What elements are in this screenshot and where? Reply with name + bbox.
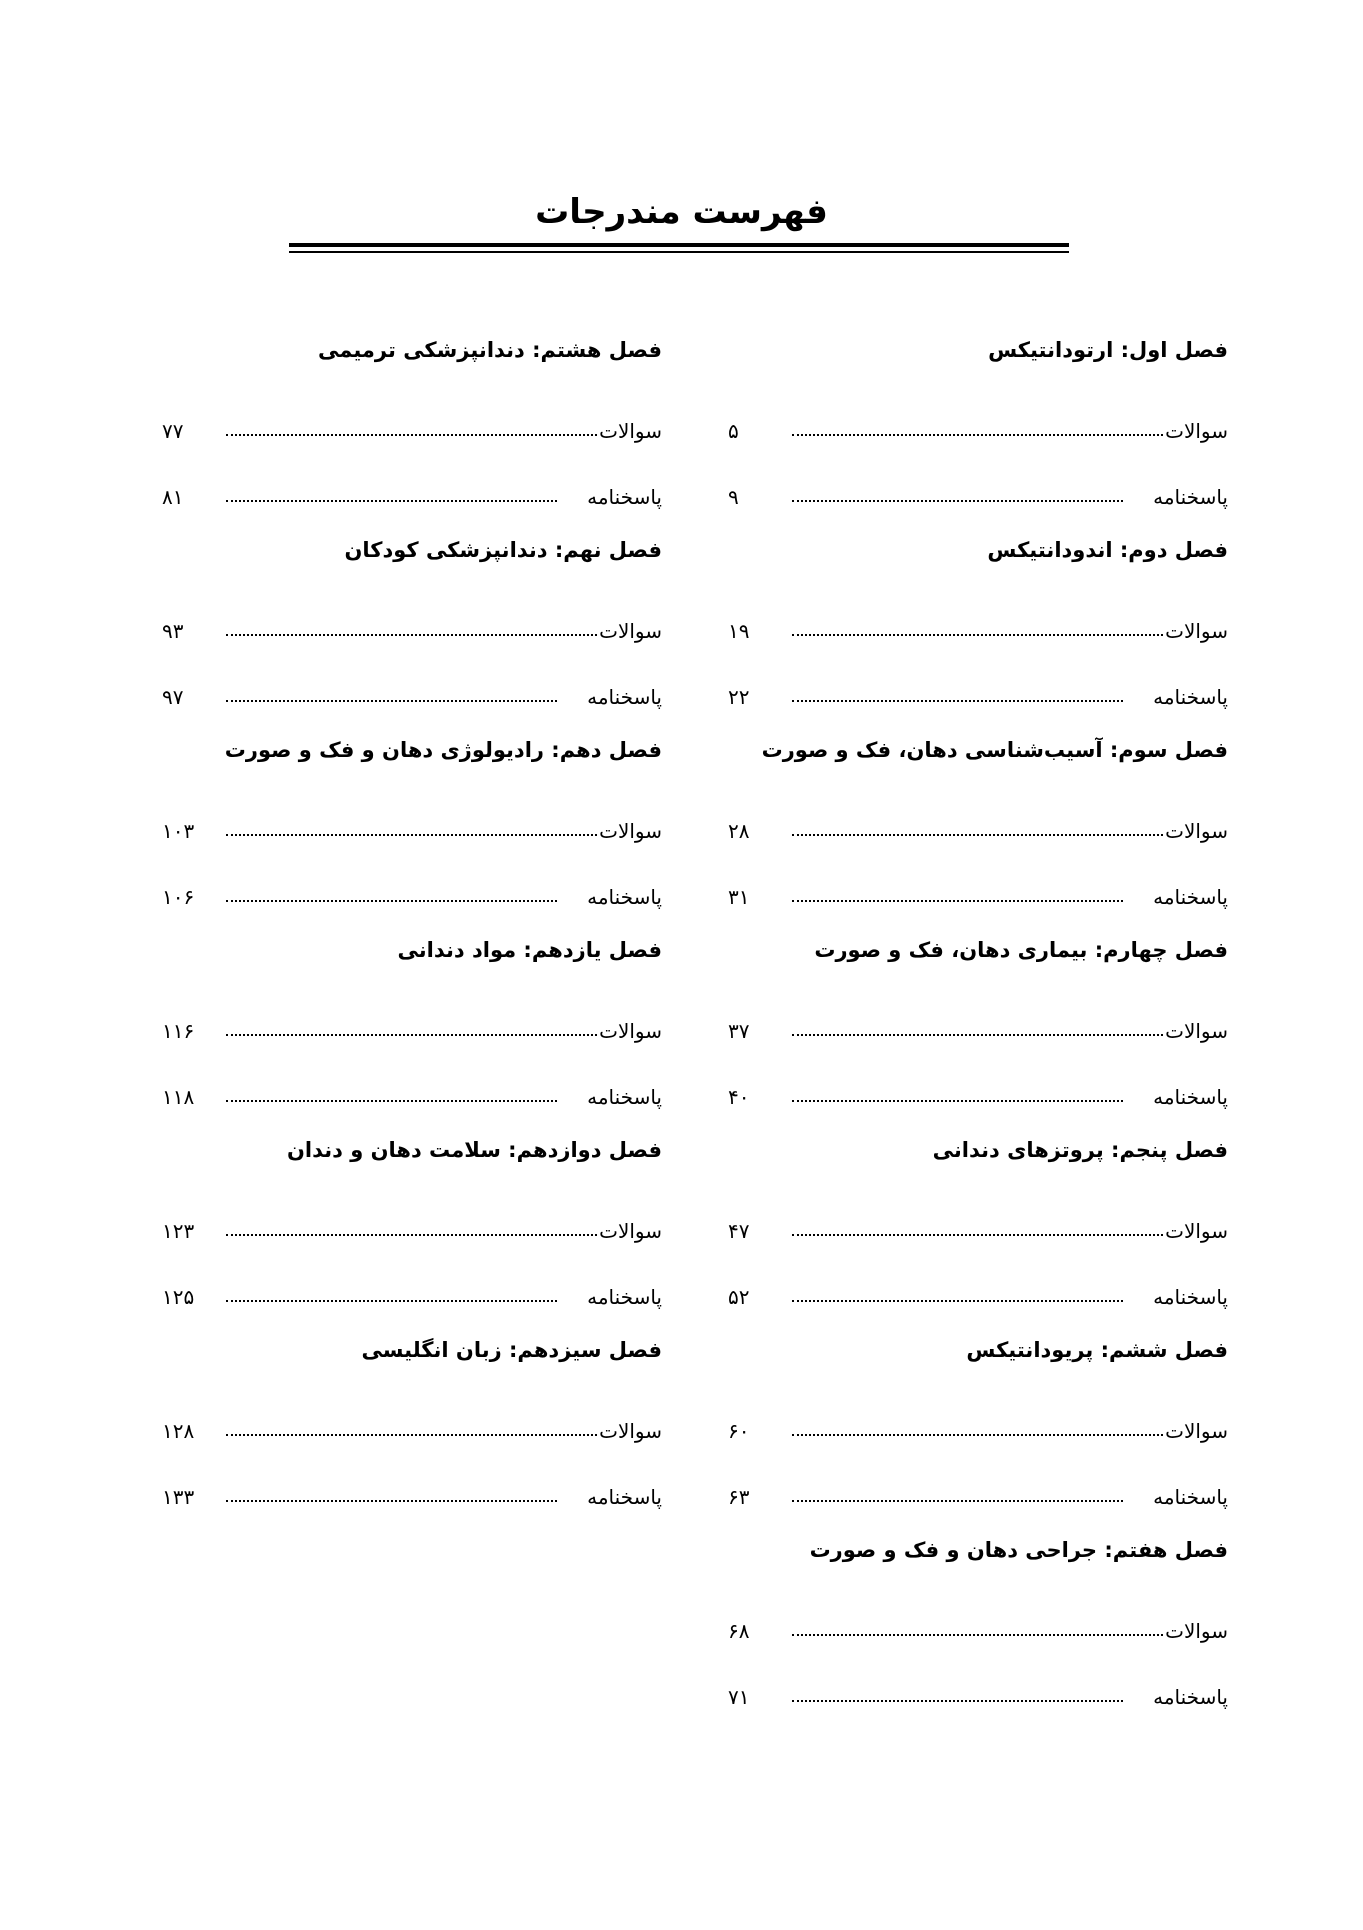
dot-leader [226,1434,597,1436]
dot-leader [226,1500,557,1502]
dot-leader [226,834,597,836]
chapter-title: فصل نهم: دندانپزشکی کودکان [344,538,662,562]
entry-label: سوالات [1165,1219,1228,1243]
dot-leader [792,1634,1163,1636]
toc-chapter [162,930,662,1130]
chapter-title: فصل دوم: اندودانتیکس [987,538,1228,562]
page-number: ۳۱ [728,885,750,909]
page-number: ۷۷ [162,419,184,443]
toc-chapter [728,330,1228,530]
toc-entry-answers[interactable] [728,464,1228,530]
toc-entry-questions[interactable] [728,1198,1228,1264]
entry-label: پاسخنامه [1153,1085,1228,1109]
dot-leader [226,1100,557,1102]
toc-entry-questions[interactable] [728,598,1228,664]
entry-label: سوالات [1165,819,1228,843]
chapter-title: فصل ششم: پریودانتیکس [966,1338,1228,1362]
dot-leader [226,1234,597,1236]
chapter-title: فصل دهم: رادیولوژی دهان و فک و صورت [224,738,662,762]
entry-label: سوالات [1165,419,1228,443]
toc-entry-questions[interactable] [728,998,1228,1064]
page-number: ۶۰ [728,1419,750,1443]
chapter-title: فصل دوازدهم: سلامت دهان و دندان [286,1138,662,1162]
entry-label: سوالات [599,1219,662,1243]
page-number: ۱۹ [728,619,750,643]
toc-entry-answers[interactable] [162,664,662,730]
chapter-title: فصل یازدهم: مواد دندانی [397,938,662,962]
entry-label: پاسخنامه [587,1485,662,1509]
toc-entry-questions[interactable] [162,998,662,1064]
dot-leader [792,1700,1123,1702]
dot-leader [792,1234,1163,1236]
entry-label: سوالات [1165,1419,1228,1443]
toc-entry-questions[interactable] [728,1398,1228,1464]
entry-label: سوالات [1165,619,1228,643]
entry-label: پاسخنامه [587,1085,662,1109]
chapter-title: فصل سیزدهم: زبان انگلیسی [361,1338,662,1362]
page-number: ۴۷ [728,1219,750,1243]
entry-label: پاسخنامه [587,685,662,709]
toc-entry-questions[interactable] [728,798,1228,864]
dot-leader [226,500,557,502]
entry-label: پاسخنامه [1153,885,1228,909]
dot-leader [226,1300,557,1302]
dot-leader [792,900,1123,902]
dot-leader [792,500,1123,502]
page-number: ۹۳ [162,619,184,643]
entry-label: سوالات [599,819,662,843]
entry-label: پاسخنامه [1153,685,1228,709]
toc-entry-answers[interactable] [162,864,662,930]
dot-leader [226,700,557,702]
entry-label: سوالات [1165,1019,1228,1043]
page-number: ۱۰۶ [162,885,195,909]
entry-label: سوالات [599,419,662,443]
entry-label: پاسخنامه [1153,1685,1228,1709]
page-number: ۳۷ [728,1019,750,1043]
dot-leader [792,1100,1123,1102]
entry-label: پاسخنامه [587,485,662,509]
toc-entry-answers[interactable] [728,1264,1228,1330]
dot-leader [792,434,1163,436]
toc-chapter [728,930,1228,1130]
toc-chapter [162,1330,662,1530]
entry-label: سوالات [1165,1619,1228,1643]
toc-entry-questions[interactable] [162,798,662,864]
page-number: ۹ [728,485,739,509]
dot-leader [792,634,1163,636]
toc-entry-answers[interactable] [162,1264,662,1330]
page-number: ۱۲۳ [162,1219,195,1243]
toc-column-right [728,330,1228,1730]
page-number: ۵ [728,419,739,443]
chapter-title: فصل چهارم: بیماری دهان، فک و صورت [814,938,1228,962]
entry-label: پاسخنامه [587,1285,662,1309]
toc-entry-questions[interactable] [162,1198,662,1264]
entry-label: سوالات [599,1419,662,1443]
dot-leader [792,1434,1163,1436]
page-number: ۲۲ [728,685,750,709]
dot-leader [792,834,1163,836]
toc-chapter [728,730,1228,930]
toc-entry-answers[interactable] [728,1664,1228,1730]
page-number: ۲۸ [728,819,750,843]
page-number: ۷۱ [728,1685,750,1709]
dot-leader [792,1500,1123,1502]
page-number: ۱۳۳ [162,1485,195,1509]
toc-entry-answers[interactable] [728,1064,1228,1130]
toc-chapter [162,730,662,930]
dot-leader [226,634,597,636]
dot-leader [792,1034,1163,1036]
toc-chapter [728,1330,1228,1530]
page-number: ۴۰ [728,1085,750,1109]
toc-entry-answers[interactable] [728,1464,1228,1530]
page-number: ۵۲ [728,1285,750,1309]
page-number: ۱۰۳ [162,819,195,843]
toc-entry-questions[interactable] [162,598,662,664]
page-number: ۱۲۸ [162,1419,195,1443]
page-title: فهرست مندرجات [535,192,828,232]
chapter-title: فصل سوم: آسیب‌شناسی دهان، فک و صورت [761,738,1228,762]
page-number: ۶۳ [728,1485,750,1509]
toc-chapter [728,1130,1228,1330]
page-number: ۶۸ [728,1619,750,1643]
toc-entry-questions[interactable] [728,1598,1228,1664]
toc-chapter [728,530,1228,730]
toc-chapter [162,1130,662,1330]
dot-leader [226,900,557,902]
toc-entry-questions[interactable] [162,398,662,464]
toc-column-left [162,330,662,1530]
toc-entry-questions[interactable] [162,1398,662,1464]
toc-entry-answers[interactable] [162,464,662,530]
chapter-title: فصل اول: ارتودانتیکس [988,338,1228,362]
toc-chapter [162,530,662,730]
toc-entry-answers[interactable] [728,864,1228,930]
dot-leader [792,700,1123,702]
page-number: ۱۱۸ [162,1085,195,1109]
page-number: ۱۱۶ [162,1019,195,1043]
dot-leader [226,1034,597,1036]
dot-leader [226,434,597,436]
entry-label: سوالات [599,1019,662,1043]
title-underline-thick [289,243,1069,247]
chapter-title: فصل پنجم: پروتزهای دندانی [932,1138,1228,1162]
page-number: ۹۷ [162,685,184,709]
toc-chapter [162,330,662,530]
chapter-title: فصل هشتم: دندانپزشکی ترمیمی [318,338,662,362]
toc-entry-answers[interactable] [162,1464,662,1530]
page-number: ۸۱ [162,485,184,509]
entry-label: پاسخنامه [587,885,662,909]
chapter-title: فصل هفتم: جراحی دهان و فک و صورت [809,1538,1228,1562]
toc-entry-questions[interactable] [728,398,1228,464]
title-underline-thin [289,251,1069,253]
dot-leader [792,1300,1123,1302]
entry-label: پاسخنامه [1153,485,1228,509]
toc-entry-answers[interactable] [728,664,1228,730]
entry-label: سوالات [599,619,662,643]
toc-entry-answers[interactable] [162,1064,662,1130]
page-number: ۱۲۵ [162,1285,195,1309]
entry-label: پاسخنامه [1153,1285,1228,1309]
entry-label: پاسخنامه [1153,1485,1228,1509]
toc-chapter [728,1530,1228,1730]
